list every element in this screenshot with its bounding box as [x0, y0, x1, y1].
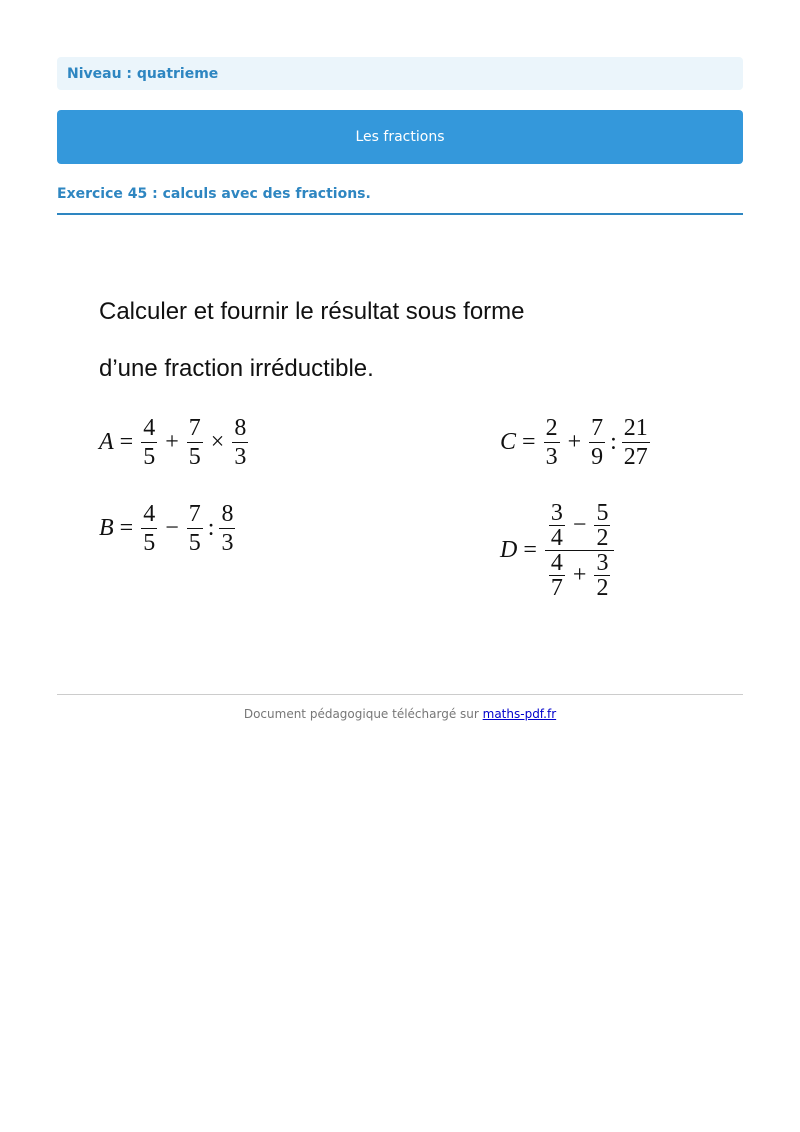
exercise-image — [57, 280, 743, 620]
denominator: 2 — [596, 525, 609, 551]
fraction — [542, 415, 562, 470]
exercise-heading: Exercice 45 : calculs avec des fractions. — [57, 186, 743, 215]
denominator: 27 — [623, 444, 648, 470]
footer — [57, 707, 743, 721]
denominator: 5 — [143, 530, 156, 556]
denominator: 7 — [550, 575, 563, 601]
minus-sign: − — [572, 512, 587, 538]
divide-sign: : — [207, 515, 215, 541]
variable-b: B — [99, 515, 114, 541]
numerator: 4 — [143, 415, 156, 441]
denominator: 5 — [188, 530, 201, 556]
fraction — [592, 552, 612, 599]
denominator: 4 — [550, 525, 563, 551]
fraction — [592, 502, 612, 549]
expression-b — [99, 501, 237, 556]
numerator: 2 — [545, 415, 558, 441]
fraction — [547, 552, 567, 599]
fraction — [547, 502, 567, 549]
minus-sign: − — [165, 515, 179, 541]
equals-sign: = — [119, 515, 134, 541]
denominator: 5 — [188, 444, 201, 470]
fraction — [185, 415, 205, 470]
compound-fraction — [543, 502, 617, 599]
compound-numerator — [545, 502, 615, 550]
numerator: 3 — [596, 550, 609, 576]
page-title: Les fractions — [57, 110, 743, 164]
fraction — [185, 501, 205, 556]
denominator: 2 — [596, 575, 609, 601]
plus-sign: + — [572, 562, 587, 588]
plus-sign: + — [165, 429, 179, 455]
divide-sign: : — [610, 429, 617, 455]
variable-a: A — [99, 429, 114, 455]
fraction — [139, 415, 159, 470]
expression-d — [500, 502, 616, 599]
fraction — [217, 501, 237, 556]
numerator: 5 — [596, 500, 609, 526]
denominator: 3 — [545, 444, 558, 470]
level-label: Niveau : quatrieme — [57, 57, 743, 90]
plus-sign: + — [567, 429, 582, 455]
denominator: 5 — [143, 444, 156, 470]
numerator: 7 — [188, 415, 201, 441]
numerator: 8 — [221, 501, 234, 527]
footer-link[interactable]: maths-pdf.fr — [482, 707, 557, 721]
denominator: 9 — [591, 444, 604, 470]
footer-text: Document pédagogique téléchargé sur — [243, 707, 483, 721]
equals-sign: = — [523, 537, 537, 563]
numerator: 3 — [550, 500, 563, 526]
equals-sign: = — [522, 429, 536, 455]
numerator: 7 — [188, 501, 201, 527]
numerator: 7 — [591, 415, 604, 441]
fraction — [587, 415, 607, 470]
equals-sign: = — [119, 429, 134, 455]
denominator: 3 — [221, 530, 234, 556]
fraction — [620, 415, 652, 470]
numerator: 21 — [623, 415, 648, 441]
numerator: 8 — [234, 415, 247, 441]
times-sign: × — [210, 429, 225, 455]
denominator: 3 — [234, 444, 247, 470]
instruction-line-2: d’une fraction irréductible. — [99, 355, 374, 382]
expression-a — [99, 415, 250, 470]
footer-divider — [57, 694, 743, 695]
fraction — [230, 415, 250, 470]
variable-d: D — [500, 537, 518, 563]
fraction — [139, 501, 159, 556]
numerator: 4 — [550, 550, 563, 576]
expression-c — [500, 415, 652, 470]
compound-denominator — [545, 550, 615, 599]
numerator: 4 — [143, 501, 156, 527]
instruction-line-1: Calculer et fournir le résultat sous forme — [99, 298, 525, 325]
variable-c: C — [500, 429, 517, 455]
